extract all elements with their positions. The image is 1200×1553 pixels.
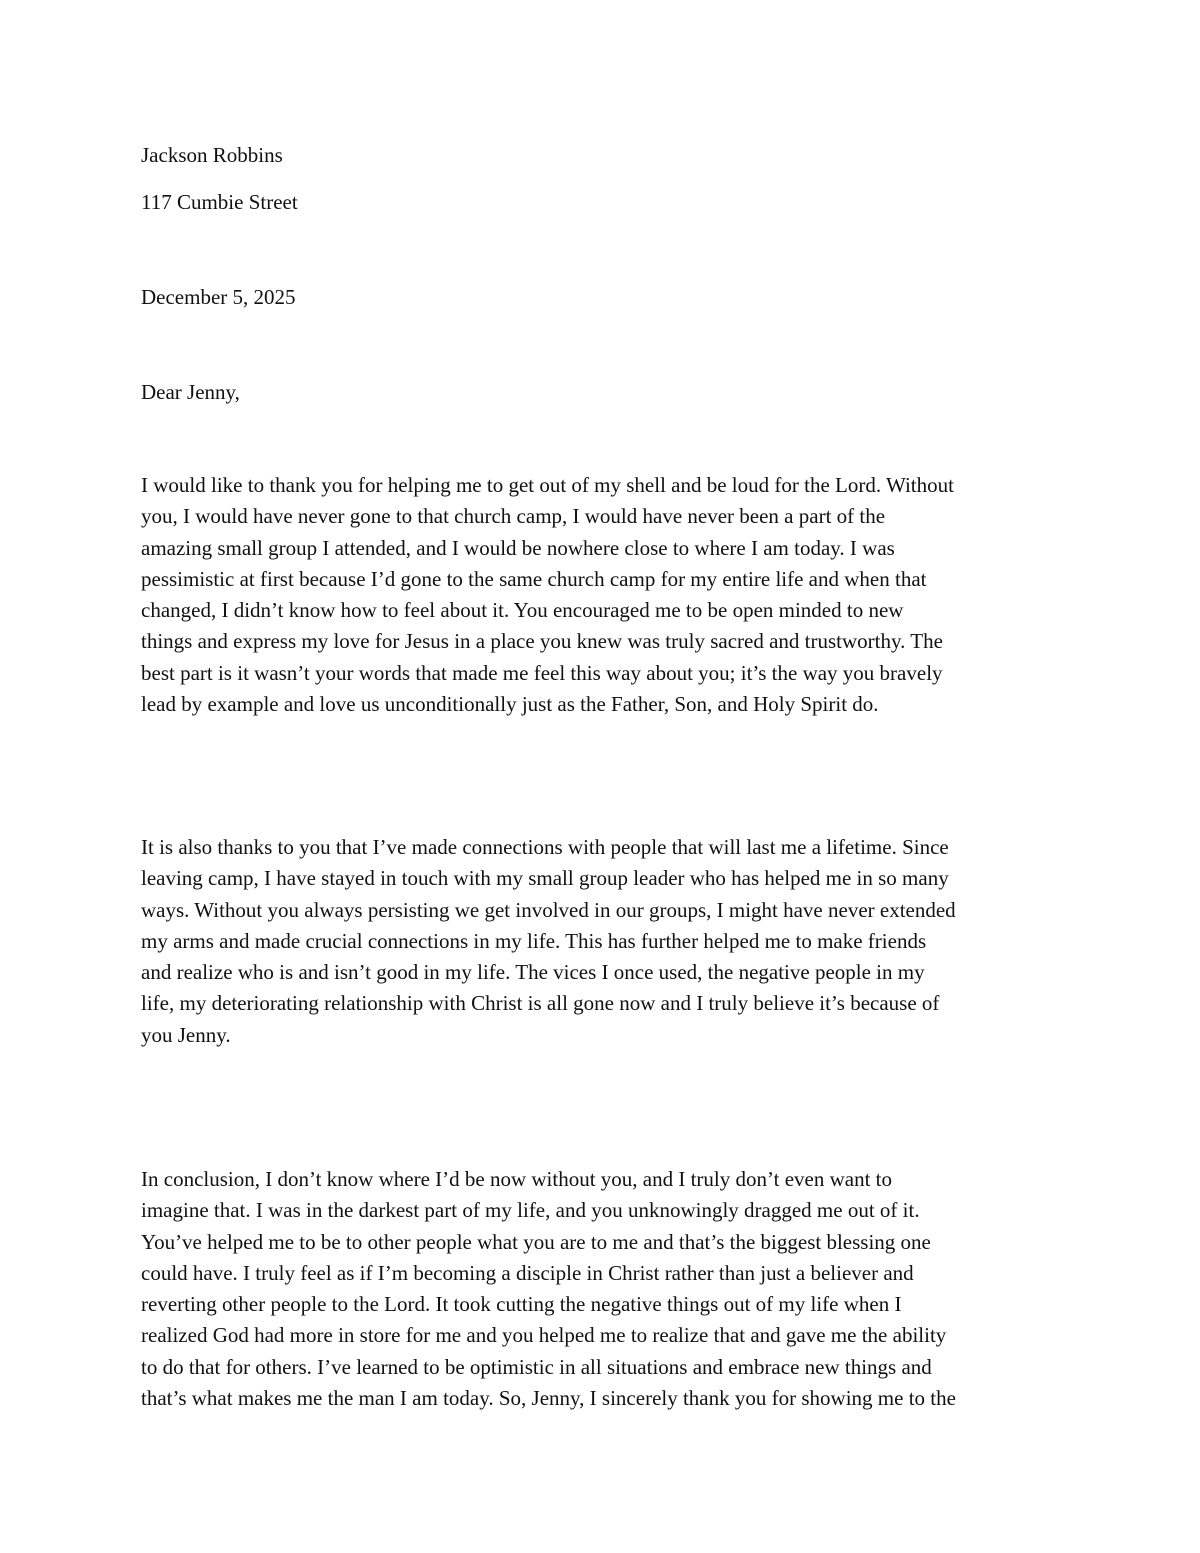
paragraph-line: my arms and made crucial connections in my life. This has further helped me to make friends [141, 928, 927, 953]
paragraph-line: you Jenny. [141, 1022, 231, 1047]
salutation [141, 377, 1061, 408]
paragraph-line: You’ve helped me to be to other people what you are to me and that’s the biggest blessing one [141, 1229, 931, 1254]
letter-date [141, 282, 1061, 313]
paragraph-line: to do that for others. I’ve learned to be optimistic in all situations and embrace new things and [141, 1354, 932, 1379]
paragraph-line: that’s what makes me the man I am today. So, Jenny, I sincerely thank you for showing me to the [141, 1386, 956, 1411]
paragraph-line: It is also thanks to you that I’ve made connections with people that will last me a lifetime. Since [141, 835, 949, 859]
paragraph-2 [141, 832, 1061, 1051]
paragraph-line: In conclusion, I don’t know where I’d be now without you, and I truly don’t even want to [141, 1167, 892, 1191]
paragraph-1 [141, 470, 1061, 720]
paragraph-line: could have. I truly feel as if I’m becoming a disciple in Christ rather than just a believer and [141, 1260, 914, 1285]
paragraph-line: pessimistic at first because I’d gone to the same church camp for my entire life and when that [141, 566, 927, 591]
paragraph-line: I would like to thank you for helping me to get out of my shell and be loud for the Lord. Without [141, 473, 954, 497]
sender-name-text: Jackson Robbins [141, 143, 283, 167]
salutation-text: Dear Jenny, [141, 380, 240, 404]
paragraph-3 [141, 1164, 1061, 1414]
letter-date-text: December 5, 2025 [141, 285, 296, 309]
paragraph-line: imagine that. I was in the darkest part of my life, and you unknowingly dragged me out of it. [141, 1198, 920, 1223]
paragraph-line: things and express my love for Jesus in a place you knew was truly sacred and trustworthy. The [141, 629, 943, 654]
paragraph-line: and realize who is and isn’t good in my life. The vices I once used, the negative people in my [141, 960, 925, 985]
sender-address [141, 187, 1061, 218]
paragraph-line: lead by example and love us unconditionally just as the Father, Son, and Holy Spirit do. [141, 692, 879, 717]
paragraph-line: leaving camp, I have stayed in touch with my small group leader who has helped me in so many [141, 866, 949, 891]
paragraph-line: life, my deteriorating relationship with Christ is all gone now and I truly believe it’s because of [141, 991, 940, 1016]
paragraph-line: realized God had more in store for me and you helped me to realize that and gave me the ability [141, 1323, 947, 1348]
paragraph-line: reverting other people to the Lord. It took cutting the negative things out of my life when I [141, 1292, 902, 1317]
paragraph-line: you, I would have never gone to that church camp, I would have never been a part of the [141, 504, 886, 529]
paragraph-line: ways. Without you always persisting we get involved in our groups, I might have never extended [141, 897, 956, 922]
paragraph-line: changed, I didn’t know how to feel about it. You encouraged me to be open minded to new [141, 598, 904, 623]
paragraph-line: amazing small group I attended, and I would be nowhere close to where I am today. I was [141, 535, 895, 560]
paragraph-line: best part is it wasn’t your words that made me feel this way about you; it’s the way you bravely [141, 660, 943, 685]
sender-address-text: 117 Cumbie Street [141, 190, 298, 214]
sender-name [141, 140, 1061, 171]
